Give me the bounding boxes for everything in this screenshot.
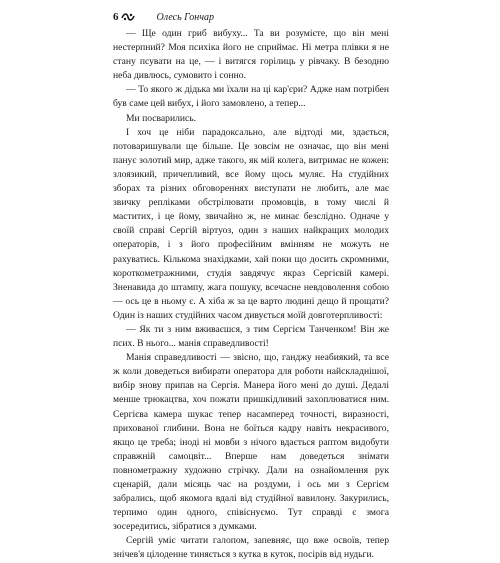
paragraph: — Ще один гриб вибуху... Та ви розумієте, що він мені нестерпний? Моя психіка його не сприймає. Ні метра плівки я не стану псувати на це, — і витягся горілиць у рівчаку. В безодню неба дивлюсь, сумовито і сонно. bbox=[113, 28, 389, 82]
paragraph: Ми посварились. bbox=[126, 112, 197, 124]
paragraph: Сергій уміє читати галопом, запевняє, що вже освоїв, тепер знічев'я цілоденне тиняється з кутка в куток, посірів від нудьги. bbox=[113, 535, 389, 561]
paragraph: — То якого ж дідька ми їхали на ці кар'єри? Адже нам потрібен був саме цей вибух, і його замовлено, а тепер... bbox=[113, 84, 389, 110]
paragraph: Манія справедливості — звісно, що, ганджу неабиякий, та все ж коли доведеться вибирати оператора для роботи найскладнішої, вибір знову припав на Сергія. Манера його мені до душі. Дедалі менше трюкацтва, хоч пожати пришкідливий захоплюватися ним. Сергієва камера шукає тепер насамперед точності, виразності, прихованої глибини. Вона не боїться кадру навіть некрасивого, якщо це треба; іноді ні мовби з нічого вдається раптом видобути справжній самоцвіт... Вперше нам доведеться знімати повнометражну художню стрічку. Дали на ознайомлення рук сценарій, дали місяць час на роздуми, і ось ми з Сергієм забрались, щоб якомога вдалі від студійної вавилону. Закурились, терпимо один одного, співіснуємо. Тут справді є змога зосередитись, зібратися з думками. bbox=[113, 352, 389, 533]
running-head-author: Олесь Гончар bbox=[156, 11, 215, 23]
page-number: 6 bbox=[113, 11, 119, 23]
body-text bbox=[113, 27, 389, 563]
book-page bbox=[113, 10, 389, 563]
paragraph: — Як ти з ним вживаєшся, з тим Сергієм Танченком! Він же псих. В нього... манія справедливості! bbox=[113, 323, 389, 350]
page-header bbox=[113, 10, 389, 24]
paragraph: І хоч це ніби парадоксально, але відтоді ми, здається, потоваришували ще більше. Це зовсім не означає, що він мені панує золотий мир, адже такого, як мій колега, витримає не кожен: злоязикий, причепливий, все йому щось муляє. На студійних зборах та різних обговореннях виступати не любить, але має звичку репліками обстрілювати промовців, в тому числі й маститих, і це йому, звичайно ж, не минає безслідно. Одначе у своїй справі Сергій віртуоз, один з наших найкращих молодих операторів, і з його професійним вмінням не можуть не рахуватись. Кількома знахідками, хай поки що досить скромними, короткометражними, студія завдячує якраз Сергієвій камері. Зненавида до штампу, жага пошуку, всечасне невдоволення собою — ось це в ньому є. А хіба ж за це варто людині дещо й прощати? Один із наших студійних часом дивується моїй довготерпливості: bbox=[113, 126, 389, 321]
ornament-icon bbox=[121, 12, 135, 22]
